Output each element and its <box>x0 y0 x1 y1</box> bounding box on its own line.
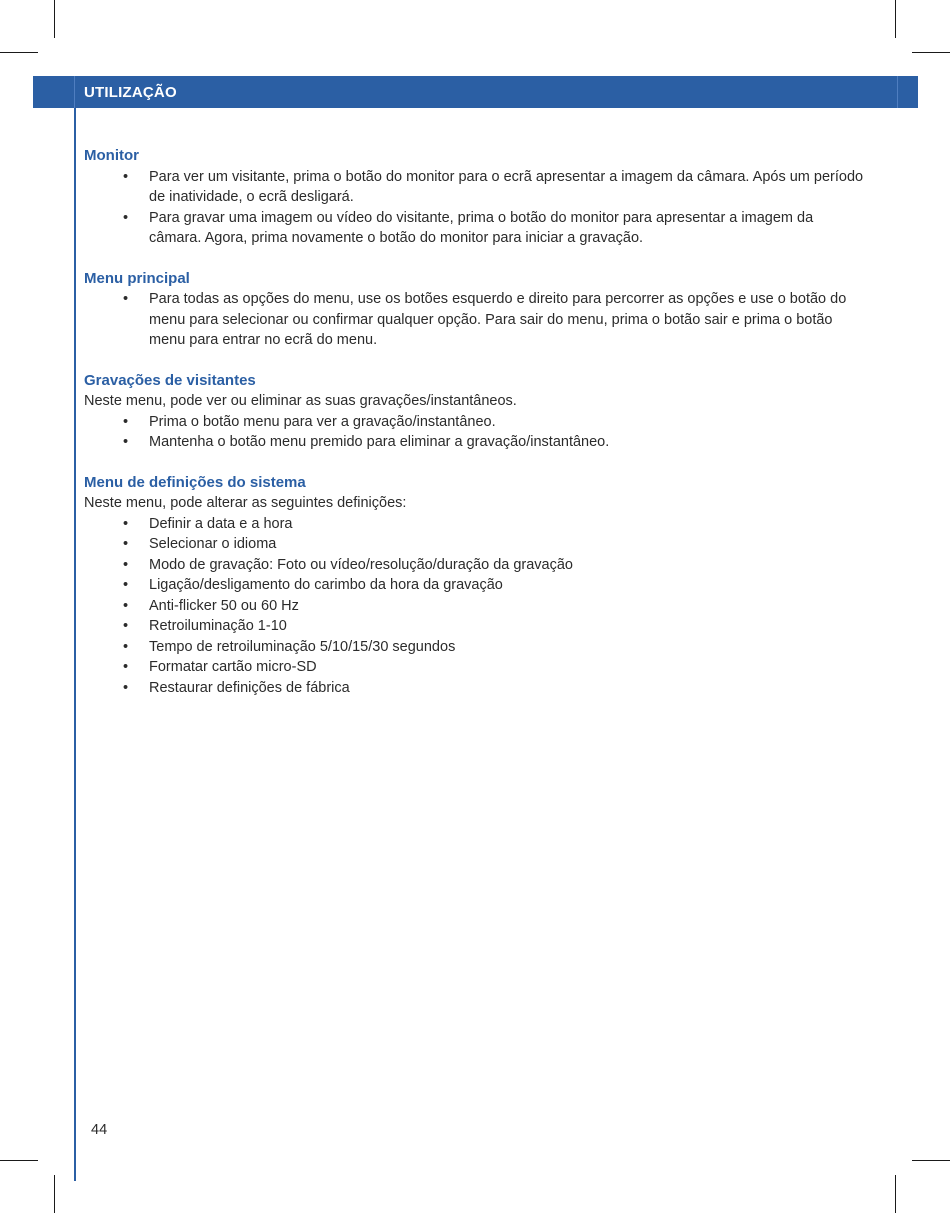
crop-mark <box>895 0 896 38</box>
crop-mark <box>912 1160 950 1161</box>
margin-rule <box>74 108 76 1181</box>
list-item-text: Para todas as opções do menu, use os botões esquerdo e direito para percorrer as opções e use o botão do menu para selecionar ou confirmar qualquer opção. Para sair do menu, prima o botão sair e prima o botão menu para entrar no ecrã do menu. <box>149 291 847 348</box>
list-item <box>84 167 864 208</box>
bullet-icon: • <box>123 659 129 675</box>
list-item <box>84 657 864 678</box>
list-item-text: Prima o botão menu para ver a gravação/instantâneo. <box>149 413 496 430</box>
list-item <box>84 555 864 576</box>
list-item <box>84 596 864 617</box>
bullet-icon: • <box>123 536 129 552</box>
list-item-text: Tempo de retroiluminação 5/10/15/30 segundos <box>149 638 456 655</box>
section-title: Menu de definições do sistema <box>84 473 306 491</box>
list-item-text: Definir a data e a hora <box>149 515 293 532</box>
list-item-text: Formatar cartão micro-SD <box>149 659 317 675</box>
list-item <box>84 616 864 637</box>
page-title: UTILIZAÇÃO <box>84 84 177 101</box>
section-menu-principal <box>84 269 864 351</box>
section-title: Gravações de visitantes <box>84 371 256 389</box>
bullet-icon: • <box>123 638 129 655</box>
bullet-list <box>84 167 864 249</box>
section-intro: Neste menu, pode ver ou eliminar as suas gravações/instantâneos. <box>84 393 517 409</box>
list-item-text: Mantenha o botão menu premido para eliminar a gravação/instantâneo. <box>149 434 610 450</box>
section-gravacoes <box>84 371 864 453</box>
bullet-icon: • <box>123 209 129 226</box>
bullet-icon: • <box>123 556 129 573</box>
bullet-list <box>84 514 864 699</box>
list-item <box>84 678 864 699</box>
list-item-text: Selecionar o idioma <box>149 536 277 552</box>
bullet-icon: • <box>123 679 129 696</box>
list-item-text: Ligação/desligamento do carimbo da hora da gravação <box>149 577 503 593</box>
header-divider <box>74 76 75 108</box>
list-item <box>84 412 864 433</box>
bullet-list <box>84 289 864 351</box>
list-item <box>84 534 864 555</box>
list-item <box>84 289 864 351</box>
list-item-text: Para ver um visitante, prima o botão do monitor para o ecrã apresentar a imagem da câmara. Após um período de inatividade, o ecrã desligará. <box>149 168 864 205</box>
page-number: 44 <box>91 1122 108 1138</box>
list-item-text: Anti-flicker 50 ou 60 Hz <box>149 597 299 614</box>
list-item <box>84 575 864 596</box>
list-item-text: Para gravar uma imagem ou vídeo do visitante, prima o botão do monitor para apresentar a imagem da câmara. Agora, prima novamente o botão do monitor para iniciar a gravação. <box>149 209 814 246</box>
bullet-icon: • <box>123 434 129 450</box>
bullet-icon: • <box>123 515 129 532</box>
section-title: Menu principal <box>84 269 190 287</box>
list-item-text: Retroiluminação 1-10 <box>149 618 287 634</box>
section-definicoes <box>84 473 864 699</box>
page-content <box>84 146 864 718</box>
bullet-icon: • <box>123 291 129 307</box>
bullet-list <box>84 412 864 453</box>
crop-mark <box>54 0 55 38</box>
crop-mark <box>0 1160 38 1161</box>
crop-mark <box>895 1175 896 1213</box>
list-item <box>84 514 864 535</box>
header-divider <box>897 76 898 108</box>
bullet-icon: • <box>123 597 129 614</box>
crop-mark <box>912 52 950 53</box>
list-item-text: Modo de gravação: Foto ou vídeo/resolução/duração da gravação <box>149 556 573 573</box>
bullet-icon: • <box>123 618 129 634</box>
crop-mark <box>0 52 38 53</box>
list-item <box>84 208 864 249</box>
section-intro: Neste menu, pode alterar as seguintes definições: <box>84 495 407 511</box>
crop-mark <box>54 1175 55 1213</box>
list-item <box>84 637 864 658</box>
list-item <box>84 432 864 453</box>
bullet-icon: • <box>123 577 129 593</box>
section-title: Monitor <box>84 147 139 164</box>
section-monitor <box>84 146 864 249</box>
bullet-icon: • <box>123 413 129 430</box>
bullet-icon: • <box>123 168 129 185</box>
list-item-text: Restaurar definições de fábrica <box>149 679 350 696</box>
